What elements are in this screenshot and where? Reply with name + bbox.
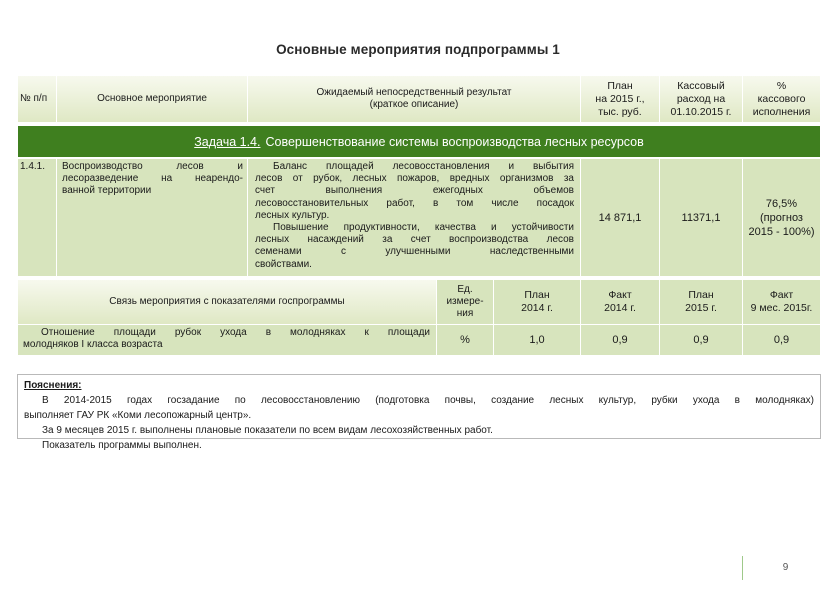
row-plan-cell	[581, 159, 659, 276]
row-measure-line: Воспроизводство лесов и	[62, 161, 243, 172]
header-measure-cell	[57, 76, 247, 122]
notes-box	[17, 374, 821, 451]
result-line: лесных насаждений за счет воспроизводства лесов	[255, 234, 574, 246]
row-cash: 11371,1	[681, 211, 721, 224]
indicator-link: Связь мероприятия с показателями госпрограммы	[109, 296, 345, 307]
task-number: Задача 1.4.	[194, 134, 261, 149]
header-plan-line: План	[607, 79, 633, 92]
indicator-plan2014-cell	[494, 325, 580, 355]
plan2014-header-cell	[494, 280, 580, 324]
header-num-cell	[18, 76, 56, 122]
notes-line: В 2014-2015 годах госзадание по лесовосстановлению (подготовка почвы, создание лесных культур, рубки ухода в молодняках)	[42, 395, 814, 406]
row-percent-cell	[743, 159, 820, 276]
indicator-fact2014-cell	[581, 325, 659, 355]
result-line: Повышение продуктивности, качества и устойчивости	[273, 222, 574, 234]
notes-heading: Пояснения:	[24, 380, 82, 391]
header-cash-line: 01.10.2015 г.	[670, 105, 732, 118]
result-line: Баланс площадей лесовосстановления и выбытия	[273, 161, 574, 172]
header-cash-line: Кассовый	[677, 79, 725, 92]
row-plan: 14 871,1	[598, 211, 642, 224]
header-cash-line: расход на	[676, 92, 726, 105]
notes-line: За 9 месяцев 2015 г. выполнены плановые показатели по всем видам лесохозяйственных работ.	[42, 425, 493, 436]
indicator-fact2014: 0,9	[612, 334, 628, 346]
header-num: № п/п	[20, 93, 48, 104]
row-percent-line: 2015 - 100%)	[748, 225, 815, 238]
result-line: лесовосстановительных работ, в том числе посадок	[255, 197, 574, 209]
header-result-cell	[248, 76, 580, 122]
row-measure-line: лесоразведение на неарендо-	[62, 173, 243, 184]
header-plan-cell	[581, 76, 659, 122]
page-title: Основные мероприятия подпрограммы 1	[276, 42, 560, 57]
indicator-unit: %	[460, 334, 470, 346]
unit-header-line: Ед.	[457, 284, 473, 295]
header-plan-line: на 2015 г.,	[595, 92, 645, 105]
indicator-unit-cell	[437, 325, 493, 355]
row-num-cell	[18, 159, 56, 276]
row-measure-line: ванной территории	[62, 185, 152, 196]
indicator-plan2015: 0,9	[693, 334, 709, 346]
unit-header-line: измере-	[446, 296, 484, 307]
header-percent-line: кассового	[757, 92, 806, 105]
row-measure-cell	[57, 159, 247, 276]
header-result-line: (краткое описание)	[369, 99, 459, 110]
notes-line: выполняет ГАУ РК «Коми лесопожарный центр».	[24, 410, 252, 421]
row-cash-cell	[660, 159, 742, 276]
indicator-link-cell	[18, 280, 436, 324]
result-line: лесов от рубок, лесных пожаров, вредных организмов за	[255, 173, 574, 185]
indicator-fact2015: 0,9	[773, 334, 790, 346]
fact2014-header-line: 2014 г.	[604, 302, 636, 314]
row-result-cell	[248, 159, 580, 276]
indicator-name-line: молодняков I класса возраста	[23, 339, 163, 350]
plan2015-header-line: План	[688, 289, 714, 301]
result-line: лесных культур.	[255, 209, 330, 221]
row-percent-line: (прогноз	[760, 211, 803, 224]
task-text: Совершенствование системы воспроизводства лесных ресурсов	[265, 134, 644, 149]
fact2014-header-cell	[581, 280, 659, 324]
indicator-plan2014: 1,0	[529, 334, 545, 346]
indicator-plan2015-cell	[660, 325, 742, 355]
fact2015-header-line: 9 мес. 2015г.	[750, 302, 813, 314]
header-measure: Основное мероприятие	[97, 93, 207, 104]
fact2015-header-line: Факт	[769, 289, 794, 301]
page-number: 9	[742, 556, 828, 580]
row-percent-line: 76,5%	[765, 197, 798, 210]
task-band	[18, 126, 820, 157]
plan2015-header-line: 2015 г.	[685, 302, 717, 314]
plan2015-header-cell	[660, 280, 742, 324]
indicator-name-cell	[18, 325, 436, 355]
header-percent-line: исполнения	[752, 105, 811, 118]
row-num: 1.4.1.	[20, 161, 46, 172]
unit-header-line: ния	[456, 308, 474, 319]
indicator-name-line: Отношение площади рубок ухода в молодняках к площади	[41, 327, 430, 338]
result-line: счет выполнения ежегодных объемов	[255, 185, 574, 197]
fact2014-header-line: Факт	[608, 289, 632, 301]
header-percent-line: %	[776, 79, 787, 92]
plan2014-header-line: 2014 г.	[521, 302, 553, 314]
indicator-unit-header-cell	[437, 280, 493, 324]
header-cash-cell	[660, 76, 742, 122]
fact2015-header-cell	[743, 280, 820, 324]
notes-line: Показатель программы выполнен.	[42, 440, 202, 451]
header-plan-line: тыс. руб.	[598, 105, 642, 118]
header-percent-cell	[743, 76, 820, 122]
result-line: свойствами.	[255, 258, 312, 270]
result-line: семенами с улучшенными наследственными	[255, 246, 574, 258]
plan2014-header-line: План	[524, 289, 550, 301]
indicator-fact2015-cell	[743, 325, 820, 355]
header-result-line: Ожидаемый непосредственный результат	[316, 87, 512, 98]
